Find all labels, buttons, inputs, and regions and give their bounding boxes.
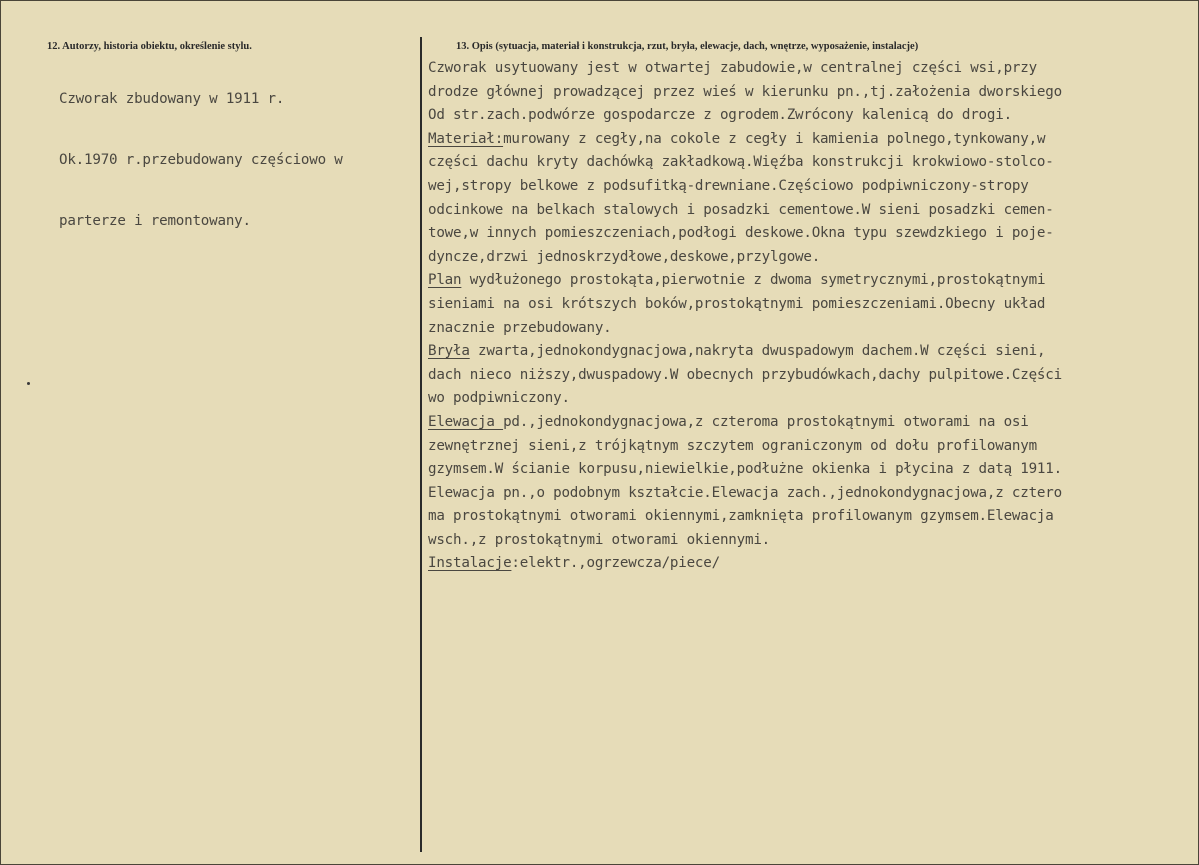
description-text-run: wydłużonego prostokąta,pierwotnie z dwoma symetrycznymi,prostokątnymi bbox=[461, 272, 1046, 289]
description-line bbox=[428, 199, 1062, 223]
description-line bbox=[428, 552, 1062, 576]
history-line: parterze i remontowany. bbox=[59, 213, 251, 229]
description-text-run: znacznie przebudowany. bbox=[428, 319, 612, 336]
description-text-run: dach nieco niższy,dwuspadowy.W obecnych przybudówkach,dachy pulpitowe.Części bbox=[428, 366, 1062, 383]
section-label: Bryła bbox=[428, 343, 470, 360]
description-text-run: Elewacja pn.,o podobnym kształcie.Elewacja zach.,jednokondygnacjowa,z cztero bbox=[428, 484, 1062, 501]
history-line: Ok.1970 r.przebudowany częściowo w bbox=[59, 152, 343, 168]
description-text-run: zwarta,jednokondygnacjowa,nakryta dwuspadowym dachem.W części sieni, bbox=[469, 343, 1046, 360]
description-line bbox=[428, 128, 1062, 152]
section-13-heading: 13. Opis (sytuacja, materiał i konstrukcja, rzut, bryła, elewacje, dach, wnętrze, wyposażenie, instalacje) bbox=[456, 41, 919, 52]
description-text-run: pd.,jednokondygnacjowa,z czteroma prostokątnymi otworami na osi bbox=[503, 413, 1029, 430]
section-label: Instalacje bbox=[428, 555, 512, 572]
description-text-run: dyncze,drzwi jednoskrzydłowe,deskowe,przylgowe. bbox=[428, 248, 821, 265]
section-label: Materiał: bbox=[428, 130, 504, 147]
description-text-run: drodze głównej prowadzącej przez wieś w kierunku pn.,tj.założenia dworskiego bbox=[428, 83, 1062, 100]
history-line: Czworak zbudowany w 1911 r. bbox=[59, 91, 285, 107]
description-text-run: wsch.,z prostokątnymi otworami okiennymi. bbox=[428, 531, 771, 548]
description-text-run: sieniami na osi krótszych boków,prostokątnymi pomieszczeniami.Obecny układ bbox=[428, 295, 1046, 312]
description-text-run: zewnętrznej sieni,z trójkątnym szczytem ograniczonym od dołu profilowanym bbox=[428, 437, 1037, 454]
description-line bbox=[428, 317, 1062, 341]
section-label: Elewacja bbox=[428, 413, 504, 430]
description-line bbox=[428, 151, 1062, 175]
description-line bbox=[428, 269, 1062, 293]
description-text-run: murowany z cegły,na cokole z cegły i kamienia polnego,tynkowany,w bbox=[503, 130, 1046, 147]
description-line bbox=[428, 387, 1062, 411]
description-text-run: wej,stropy belkowe z podsufitką-drewniane.Częściowo podpiwniczony-stropy bbox=[428, 177, 1029, 194]
description-text-run: ma prostokątnymi otworami okiennymi,zamknięta profilowanym gzymsem.Elewacja bbox=[428, 508, 1054, 525]
description-line bbox=[428, 340, 1062, 364]
description-text-run: gzymsem.W ścianie korpusu,niewielkie,podłużne okienka i płycina z datą 1911. bbox=[428, 461, 1062, 478]
description-text-run: Od str.zach.podwórze gospodarcze z ogrodem.Zwrócony kalenicą do drogi. bbox=[428, 107, 1012, 124]
description-text-run: odcinkowe na belkach stalowych i posadzki cementowe.W sieni posadzki cemen- bbox=[428, 201, 1054, 218]
description-line bbox=[428, 293, 1062, 317]
description-text-run: towe,w innych pomieszczeniach,podłogi deskowe.Okna typu szewdzkiego i poje- bbox=[428, 225, 1054, 242]
ink-speck bbox=[27, 382, 30, 385]
description-line bbox=[428, 81, 1062, 105]
description-line bbox=[428, 57, 1062, 81]
description-text-run: wo podpiwniczony. bbox=[428, 390, 570, 407]
description-line bbox=[428, 505, 1062, 529]
description-line bbox=[428, 222, 1062, 246]
description-line bbox=[428, 529, 1062, 553]
description-text-run: :elektr.,ogrzewcza/piece/ bbox=[511, 555, 720, 572]
history-text bbox=[59, 53, 343, 268]
description-text bbox=[428, 57, 1062, 576]
description-line bbox=[428, 482, 1062, 506]
description-text-run: części dachu kryty dachówką zakładkową.Więźba konstrukcji krokwiowo-stolco- bbox=[428, 154, 1054, 171]
section-label: Plan bbox=[428, 272, 462, 289]
column-divider bbox=[420, 37, 422, 852]
section-12-heading: 12. Autorzy, historia obiektu, określenie stylu. bbox=[47, 41, 252, 52]
description-line bbox=[428, 458, 1062, 482]
description-line bbox=[428, 246, 1062, 270]
description-text-run: Czworak usytuowany jest w otwartej zabudowie,w centralnej części wsi,przy bbox=[428, 60, 1037, 76]
description-line bbox=[428, 175, 1062, 199]
description-line bbox=[428, 411, 1062, 435]
description-line bbox=[428, 364, 1062, 388]
description-line bbox=[428, 435, 1062, 459]
description-line bbox=[428, 104, 1062, 128]
